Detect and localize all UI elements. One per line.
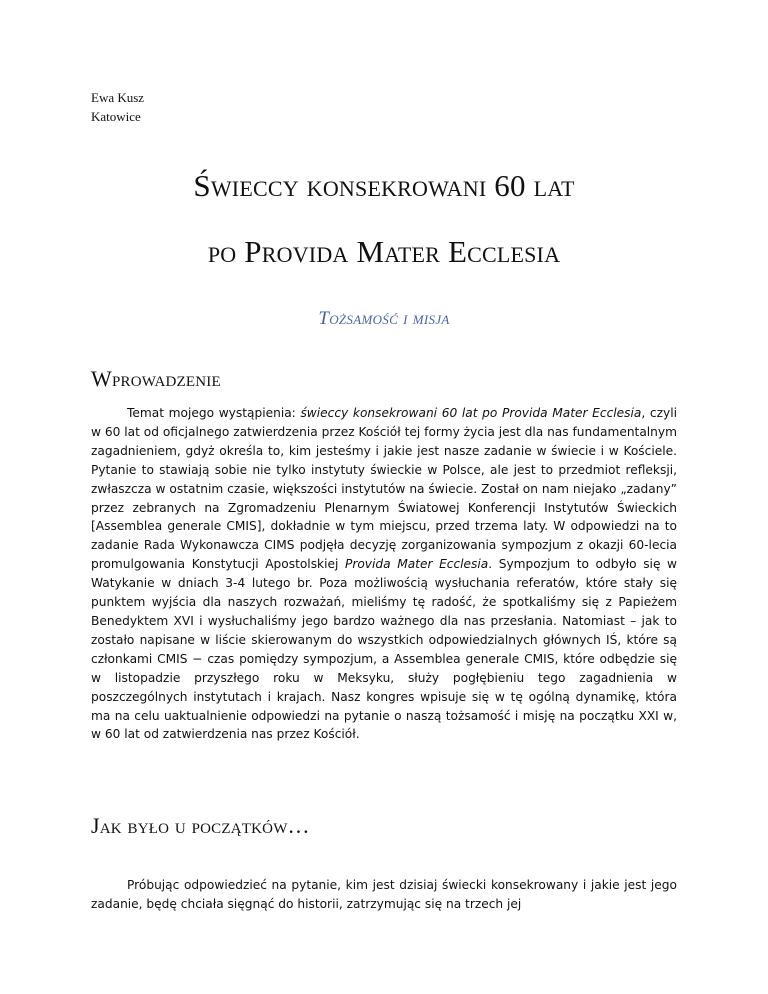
paragraph-text: , czyli w 60 lat od oficjalnego zatwierdzenia przez Kościół tej formy życia jest dla nas fundamentalnym zagadnieniem, gdyż określa to, kim jesteśmy i jakie jest nasze zadanie w świecie i w Kościele. Pytanie to stawiają sobie nie tylko instytuty świeckie w Polsce, ale jest to przedmiot refleksji, zwłaszcza w ostatnim czasie, większości instytutów na świecie. Został on nam niejako „zadany” przez zebranych na Zgromadzeniu Plenarnym Światowej Konferencji Instytutów Świeckich [Assemblea generale CMIS], dokładnie w tym miejscu, przed trzema laty. W odpowiedzi na to zadanie Rada Wykonawcza CIMS podjęła decyzję zorganizowania sympozjum z okazji 60-lecia promulgowania Konstytucji Apostolskiej [91, 406, 677, 572]
author-name: Ewa Kusz [91, 90, 145, 105]
paragraph-emphasis: Provida Mater Ecclesia [344, 557, 489, 572]
subtitle: Tożsamość i misja [318, 308, 450, 329]
title-line-1: Świeccy konsekrowani 60 lat [193, 168, 575, 203]
paragraph-introduction [91, 404, 677, 744]
section-heading-introduction: Wprowadzenie [91, 366, 221, 391]
section-heading-beginnings: Jak było u początków… [91, 813, 310, 838]
author-city: Katowice [91, 109, 141, 124]
title-line-2: po Provida Mater Ecclesia [207, 234, 561, 269]
paragraph-emphasis: świeccy konsekrowani 60 lat po Provida Mater Ecclesia [300, 406, 642, 420]
paragraph-text: Temat mojego wystąpienia: [127, 406, 301, 420]
paragraph-beginnings: Próbując odpowiedzieć na pytanie, kim jest dzisiaj świecki konsekrowany i jakie jest jego zadanie, będę chciała sięgnąć do historii, zatrzymując się na trzech jej [91, 878, 677, 911]
paragraph-text: . Sympozjum to odbyło się w Watykanie w dniach 3-4 lutego br. Poza możliwością wysłuchania referatów, które stały się punktem wyjścia dla naszych rozważań, mieliśmy tę radość, że spotkaliśmy się z Papieżem Benedyktem XVI i wysłuchaliśmy jego bardzo ważnego dla nas przesłania. Natomiast – jak to zostało napisane w liście skierowanym do wszystkich odpowiedzialnych głównych IŚ, które są członkami CMIS − czas pomiędzy sympozjum, a Assemblea generale CMIS, które odbędzie się w listopadzie przyszłego roku w Meksyku, służy pogłębieniu tego zagadnienia w poszczególnych instytutach i krajach. Nasz kongres wpisuje się w tę ogólną dynamikę, która ma na celu uaktualnienie odpowiedzi na pytanie o naszą tożsamość i misję na początku XXI w, w 60 lat od zatwierdzenia nas przez Kościół. [91, 557, 678, 742]
author-block [91, 88, 144, 126]
